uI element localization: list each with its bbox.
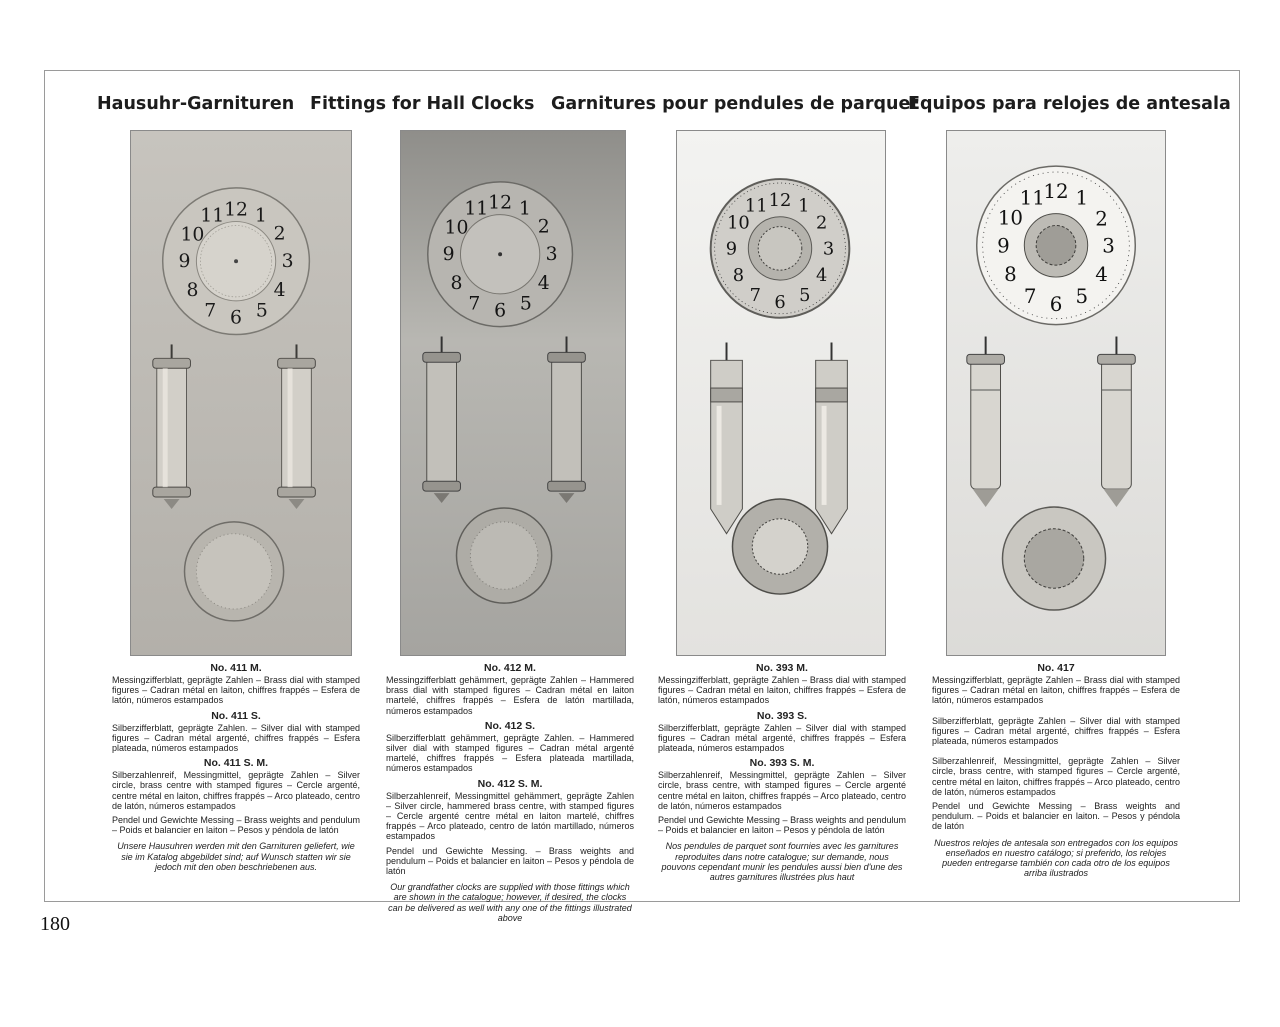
svg-text:6: 6 (230, 307, 243, 329)
svg-text:10: 10 (997, 206, 1024, 230)
delivery-note: Our grandfather clocks are supplied with those fittings which are shown in the catalogue; however, if desired, the clocks can be delivered as well with any one of the fittings illustrated above (388, 882, 632, 923)
clock-plate-393 (676, 130, 886, 656)
svg-text:4: 4 (273, 279, 286, 301)
svg-text:1: 1 (518, 198, 531, 220)
model-description: Messingzifferblatt gehämmert, geprägte Zahlen – Hammered brass dial with stamped figures – Cadran métal en laiton martelé, chiffres frappés – Esfera de latón martillada, números estampados (386, 675, 634, 716)
description-column-393 (658, 660, 906, 882)
svg-text:3: 3 (1102, 234, 1115, 258)
model-number: No. 411 S. M. (203, 757, 269, 770)
model-description: Messingzifferblatt, geprägte Zahlen – Brass dial with stamped figures – Cadran métal en laiton, chiffres frappés – Esfera de latón, números estampados (112, 675, 360, 706)
model-number: No. 393 S. M. (749, 757, 815, 770)
weights-pendulum-note: Pendel und Gewichte Messing. – Brass weights and pendulum – Poids et balancier en laiton – Pesos y péndola de latón (386, 845, 634, 877)
model-description: Silberzifferblatt gehämmert, geprägte Zahlen. – Hammered silver dial with stamped figures – Cadran métal argenté martelé, chiffres frappés – Esfera plateada martillada, números estampados (386, 732, 634, 774)
description-column-411 (112, 660, 360, 872)
svg-text:3: 3 (281, 251, 294, 273)
model-number: No. 411 S. (211, 709, 261, 722)
weight-right (1098, 337, 1136, 507)
pendulum-bob (185, 522, 284, 621)
model-number: No. 417 (1037, 662, 1075, 674)
svg-text:5: 5 (255, 300, 268, 322)
svg-text:10: 10 (727, 212, 750, 234)
heading-french: Garnitures pour pendules de parquet (551, 94, 919, 114)
model-number: No. 412 S. (484, 719, 536, 732)
model-number: No. 393 M. (756, 662, 808, 674)
svg-text:2: 2 (1095, 207, 1108, 231)
weight-left (967, 337, 1005, 507)
svg-text:2: 2 (273, 223, 286, 245)
weight-right (548, 337, 586, 504)
svg-text:5: 5 (1075, 284, 1089, 308)
svg-text:10: 10 (180, 224, 205, 246)
svg-text:6: 6 (774, 291, 786, 313)
model-description: Silberzifferblatt, geprägte Zahlen. – Silver dial with stamped figures – Cadran métal argenté, chiffres frappés – Esfera plateada, números estampados (112, 722, 360, 754)
svg-text:12: 12 (768, 189, 792, 211)
model-number: No. 412 S. M. (477, 777, 543, 790)
svg-text:3: 3 (822, 238, 835, 260)
svg-text:5: 5 (519, 293, 532, 315)
svg-text:1: 1 (798, 195, 810, 217)
svg-text:6: 6 (494, 300, 507, 322)
model-number: No. 412 M. (484, 662, 536, 674)
delivery-note: Nuestros relojes de antesala son entregados con los equipos enseñados en nuestro catálogo; si preferido, los relojes pueden entregarse también con cada otro de los equipos arriba ilustrados (934, 837, 1178, 879)
pendulum-bob (1002, 507, 1105, 610)
model-description: Silberzahlenreif, Messingmittel, geprägte Zahlen – Silver circle, brass centre, with stamped figures – Cercle argenté, centre métal en laiton, chiffres frappés – Arco plateado, centro de latón, números estampados (932, 756, 1180, 797)
description-column-412 (386, 660, 634, 923)
svg-text:11: 11 (200, 205, 225, 227)
svg-text:7: 7 (1023, 284, 1037, 308)
svg-text:11: 11 (464, 198, 489, 220)
weight-left (153, 344, 191, 509)
svg-text:8: 8 (450, 272, 463, 294)
svg-text:12: 12 (224, 199, 249, 221)
svg-text:4: 4 (537, 272, 550, 294)
weight-right (816, 342, 848, 533)
svg-text:12: 12 (488, 192, 513, 214)
weight-left (711, 342, 743, 533)
heading-spanish: Equipos para relojes de antesala (908, 94, 1231, 114)
model-number: No. 411 M. (210, 662, 262, 674)
model-description: Messingzifferblatt, geprägte Zahlen – Brass dial with stamped figures – Cadran métal en laiton, chiffres frappés – Esfera de latón, números estampados (932, 675, 1180, 706)
weight-right (278, 344, 316, 509)
delivery-note: Unsere Hausuhren werden mit den Garnituren geliefert, wie sie im Katalog abgebildet sind; auf Wunsch statten wir sie jedoch mit den oben beschriebenen aus. (117, 841, 355, 872)
heading-english: Fittings for Hall Clocks (310, 94, 535, 114)
svg-text:4: 4 (1095, 263, 1108, 287)
svg-text:6: 6 (1049, 292, 1063, 316)
svg-text:7: 7 (204, 300, 217, 322)
svg-text:2: 2 (815, 212, 828, 234)
svg-text:4: 4 (815, 265, 828, 287)
page-number: 180 (40, 913, 70, 935)
model-description: Silberzahlenreif, Messingmittel gehämmert, geprägte Zahlen – Silver circle, hammered brass centre, with stamped figures – Cercle argenté centre métal en laiton martelé, chiffres frappés – Arco plateado, centro de latón martillado, números estampados (386, 790, 634, 842)
svg-text:9: 9 (442, 244, 455, 266)
model-description: Silberzifferblatt, geprägte Zahlen – Silver dial with stamped figures – Cadran métal argenté, chiffres frappés – Esfera plateada, números estampados (658, 722, 906, 754)
weights-pendulum-note: Pendel und Gewichte Messing – Brass weights and pendulum – Poids et balancier en laiton – Pesos y péndola de latón (658, 815, 906, 836)
svg-text:12: 12 (1043, 179, 1069, 203)
svg-text:8: 8 (732, 265, 745, 287)
description-column-417 (932, 660, 1180, 878)
delivery-note: Nos pendules de parquet sont fournies avec les garnitures reproduites dans notre catalogue; sur demande, nous pouvons cependant munir les pendules aussi bien d'une des autres garnitures illustrées plus haut (661, 841, 903, 883)
svg-text:3: 3 (545, 244, 558, 266)
svg-text:8: 8 (1004, 263, 1017, 287)
svg-text:11: 11 (744, 195, 768, 217)
model-description: Silberzahlenreif, Messingmittel, geprägte Zahlen – Silver circle, brass centre, with stamped figures – Cercle argenté centre métal en laiton, chiffres frappés – Arco plateado, centro de latón, números estampados (658, 770, 906, 811)
svg-text:7: 7 (749, 284, 761, 306)
heading-german: Hausuhr-Garnituren (97, 94, 295, 114)
weight-left (423, 337, 461, 504)
clock-plate-411 (130, 130, 352, 656)
svg-text:9: 9 (725, 238, 738, 260)
svg-text:5: 5 (799, 284, 811, 306)
model-description: Messingzifferblatt, geprägte Zahlen – Brass dial with stamped figures – Cadran métal en laiton, chiffres frappés – Esfera de latón, números estampados (658, 675, 906, 706)
weights-pendulum-note: Pendel und Gewichte Messing – Brass weights and pendulum. – Poids et balancier en laiton. – Pesos y péndola de latón (932, 801, 1180, 832)
svg-text:2: 2 (537, 216, 550, 238)
svg-text:10: 10 (444, 217, 469, 239)
svg-text:8: 8 (186, 279, 199, 301)
model-description: Silberzifferblatt, geprägte Zahlen – Silver dial with stamped figures – Cadran métal argenté, chiffres frappés – Esfera plateada, números estampados (932, 715, 1180, 747)
svg-text:9: 9 (997, 234, 1010, 258)
svg-text:9: 9 (178, 251, 191, 273)
svg-text:1: 1 (254, 205, 267, 227)
clock-plate-417 (946, 130, 1166, 656)
model-description: Silberzahlenreif, Messingmittel, geprägte Zahlen – Silver circle, brass centre with stamped figures – Cercle argenté, centre métal en laiton, chiffres frappés – Arco plateado, centro de latón, números estampados (112, 770, 360, 811)
svg-text:11: 11 (1019, 186, 1045, 210)
pendulum-bob (732, 499, 827, 594)
clock-plate-412 (400, 130, 626, 656)
weights-pendulum-note: Pendel und Gewichte Messing – Brass weights and pendulum – Poids et balancier en laiton – Pesos y péndola de latón (112, 815, 360, 836)
svg-text:7: 7 (468, 293, 481, 315)
svg-text:1: 1 (1075, 186, 1089, 210)
pendulum-bob (457, 508, 552, 603)
model-number: No. 393 S. (756, 709, 808, 722)
